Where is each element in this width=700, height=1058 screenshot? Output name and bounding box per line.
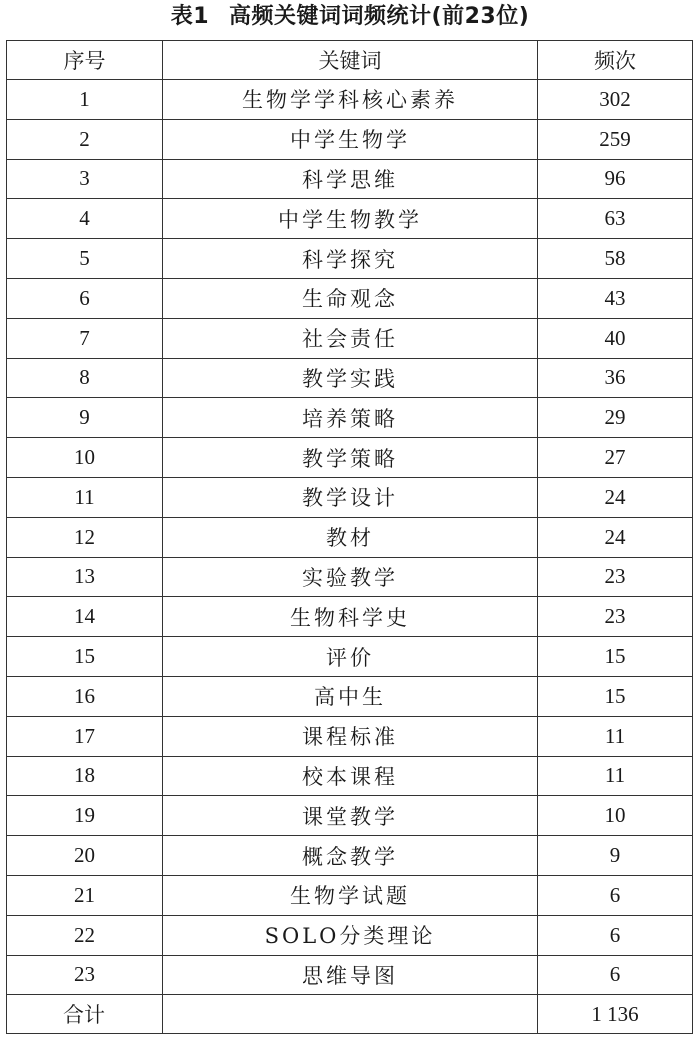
row-index: 5 — [7, 239, 163, 279]
row-index: 12 — [7, 517, 163, 557]
table-row — [7, 119, 693, 159]
header-index: 序号 — [7, 41, 163, 80]
row-index: 13 — [7, 557, 163, 597]
row-keyword: 高中生 — [163, 676, 538, 716]
row-frequency: 11 — [538, 716, 693, 756]
table-row — [7, 875, 693, 915]
row-frequency: 10 — [538, 796, 693, 836]
row-keyword: 教学策略 — [163, 438, 538, 478]
row-keyword: 培养策略 — [163, 398, 538, 438]
row-keyword: 课程标准 — [163, 716, 538, 756]
row-frequency: 6 — [538, 955, 693, 995]
row-index: 15 — [7, 637, 163, 677]
row-keyword: 社会责任 — [163, 318, 538, 358]
row-frequency: 43 — [538, 278, 693, 318]
table-row — [7, 438, 693, 478]
row-frequency: 9 — [538, 836, 693, 876]
row-frequency: 259 — [538, 119, 693, 159]
row-frequency: 23 — [538, 557, 693, 597]
row-index: 16 — [7, 676, 163, 716]
row-keyword: 科学探究 — [163, 239, 538, 279]
row-keyword: SOLO分类理论 — [163, 915, 538, 955]
table-row — [7, 199, 693, 239]
table-row — [7, 159, 693, 199]
row-frequency: 29 — [538, 398, 693, 438]
row-index: 10 — [7, 438, 163, 478]
row-index: 14 — [7, 597, 163, 637]
table-caption — [0, 0, 700, 36]
table-row — [7, 358, 693, 398]
table-row — [7, 517, 693, 557]
table-row — [7, 278, 693, 318]
row-keyword: 教材 — [163, 517, 538, 557]
row-frequency: 15 — [538, 637, 693, 677]
row-keyword: 评价 — [163, 637, 538, 677]
row-keyword: 生命观念 — [163, 278, 538, 318]
row-index: 8 — [7, 358, 163, 398]
table-row — [7, 80, 693, 120]
header-keyword: 关键词 — [163, 41, 538, 80]
table-row — [7, 398, 693, 438]
row-keyword: 教学实践 — [163, 358, 538, 398]
row-frequency: 40 — [538, 318, 693, 358]
table-title: 高频关键词词频统计(前23位) — [229, 4, 530, 29]
table-row — [7, 955, 693, 995]
row-keyword: 思维导图 — [163, 955, 538, 995]
header-frequency: 频次 — [538, 41, 693, 80]
row-frequency: 58 — [538, 239, 693, 279]
row-keyword: 教学设计 — [163, 477, 538, 517]
total-value: 1 136 — [538, 995, 693, 1034]
total-empty-cell — [163, 995, 538, 1034]
table-row — [7, 597, 693, 637]
row-keyword: 中学生物学 — [163, 119, 538, 159]
row-index: 22 — [7, 915, 163, 955]
total-row — [7, 995, 693, 1034]
row-index: 7 — [7, 318, 163, 358]
row-keyword: 实验教学 — [163, 557, 538, 597]
row-frequency: 96 — [538, 159, 693, 199]
row-keyword: 课堂教学 — [163, 796, 538, 836]
row-index: 11 — [7, 477, 163, 517]
row-frequency: 11 — [538, 756, 693, 796]
row-index: 1 — [7, 80, 163, 120]
row-frequency: 27 — [538, 438, 693, 478]
row-frequency: 63 — [538, 199, 693, 239]
row-keyword: 生物学学科核心素养 — [163, 80, 538, 120]
row-frequency: 36 — [538, 358, 693, 398]
table-row — [7, 756, 693, 796]
row-keyword: 概念教学 — [163, 836, 538, 876]
row-frequency: 15 — [538, 676, 693, 716]
table-row — [7, 239, 693, 279]
header-row — [7, 41, 693, 80]
table-row — [7, 557, 693, 597]
row-index: 9 — [7, 398, 163, 438]
row-keyword: 中学生物教学 — [163, 199, 538, 239]
row-index: 18 — [7, 756, 163, 796]
keyword-frequency-table — [6, 40, 693, 1034]
row-frequency: 23 — [538, 597, 693, 637]
row-index: 23 — [7, 955, 163, 995]
row-index: 21 — [7, 875, 163, 915]
table-row — [7, 915, 693, 955]
table-row — [7, 796, 693, 836]
table-row — [7, 318, 693, 358]
table-row — [7, 676, 693, 716]
row-index: 6 — [7, 278, 163, 318]
row-index: 17 — [7, 716, 163, 756]
row-frequency: 6 — [538, 915, 693, 955]
table-row — [7, 716, 693, 756]
row-index: 20 — [7, 836, 163, 876]
row-keyword: 科学思维 — [163, 159, 538, 199]
row-index: 3 — [7, 159, 163, 199]
row-frequency: 6 — [538, 875, 693, 915]
row-index: 19 — [7, 796, 163, 836]
row-frequency: 24 — [538, 477, 693, 517]
table-row — [7, 477, 693, 517]
table-row — [7, 637, 693, 677]
row-keyword: 生物学试题 — [163, 875, 538, 915]
total-label: 合计 — [7, 995, 163, 1034]
row-frequency: 302 — [538, 80, 693, 120]
row-keyword: 生物科学史 — [163, 597, 538, 637]
row-frequency: 24 — [538, 517, 693, 557]
row-index: 2 — [7, 119, 163, 159]
row-keyword: 校本课程 — [163, 756, 538, 796]
table-row — [7, 836, 693, 876]
row-index: 4 — [7, 199, 163, 239]
table-number: 表1 — [170, 4, 210, 29]
